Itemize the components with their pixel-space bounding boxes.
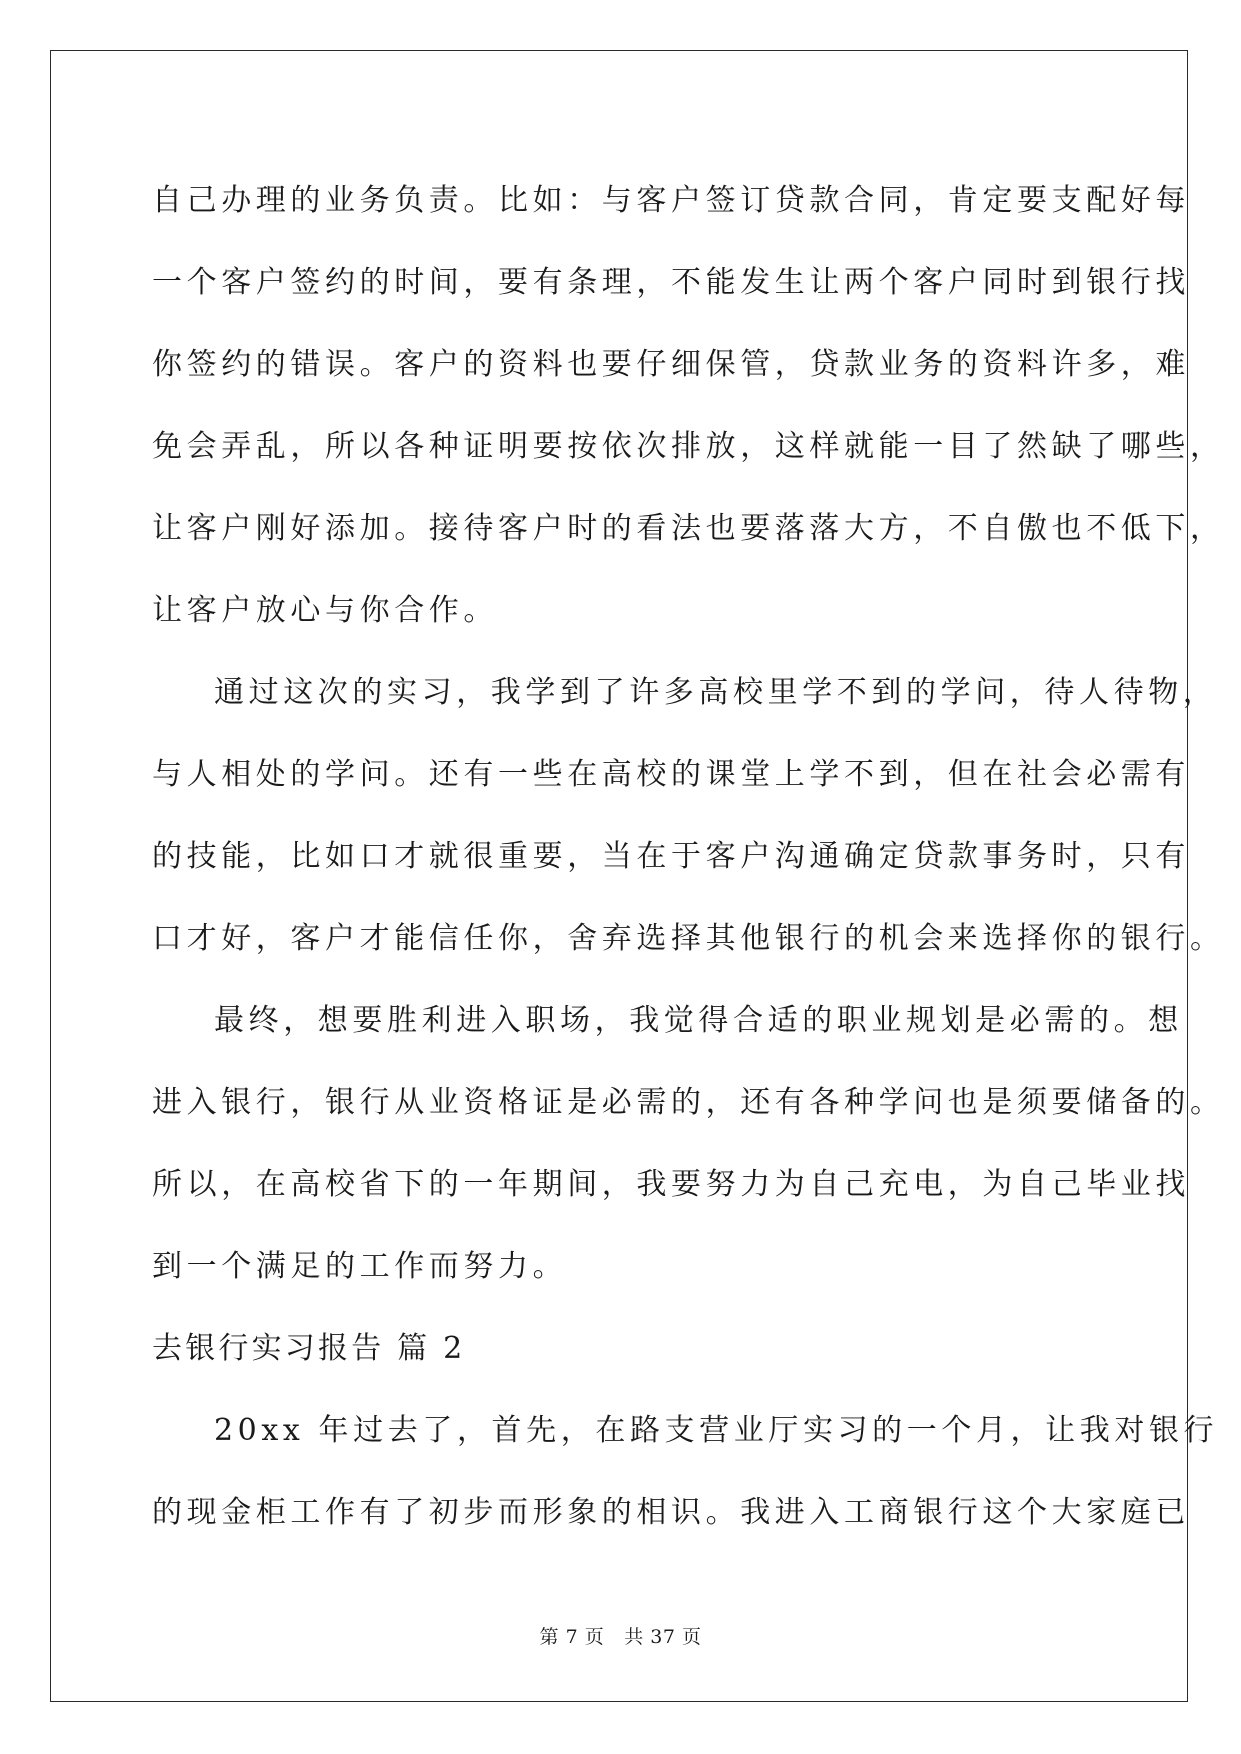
text-line: 与人相处的学问。还有一些在高校的课堂上学不到，但在社会必需有 bbox=[152, 757, 1190, 792]
page-total: 共 37 页 bbox=[624, 1626, 702, 1648]
section-heading: 去银行实习报告 篇 2 bbox=[152, 1331, 466, 1366]
paragraph-first-line: 最终，想要胜利进入职场，我觉得合适的职业规划是必需的。想 bbox=[214, 1003, 1183, 1038]
text-line: 一个客户签约的时间，要有条理，不能发生让两个客户同时到银行找 bbox=[152, 265, 1190, 300]
text-line: 你签约的错误。客户的资料也要仔细保管，贷款业务的资料许多，难 bbox=[152, 347, 1190, 382]
text-line: 让客户放心与你合作。 bbox=[152, 593, 498, 628]
page-number: 第 7 页 bbox=[539, 1626, 605, 1648]
text-line: 的现金柜工作有了初步而形象的相识。我进入工商银行这个大家庭已 bbox=[152, 1495, 1190, 1530]
text-line: 自己办理的业务负责。比如：与客户签订贷款合同，肯定要支配好每 bbox=[152, 183, 1190, 218]
text-line: 免会弄乱，所以各种证明要按依次排放，这样就能一目了然缺了哪些， bbox=[152, 429, 1225, 464]
text-line: 到一个满足的工作而努力。 bbox=[152, 1249, 568, 1284]
page-footer bbox=[0, 1622, 1241, 1649]
text-line: 的技能，比如口才就很重要，当在于客户沟通确定贷款事务时，只有 bbox=[152, 839, 1190, 874]
document-body bbox=[152, 160, 1225, 1554]
text-line: 所以，在高校省下的一年期间，我要努力为自己充电，为自己毕业找 bbox=[152, 1167, 1190, 1202]
text-line: 让客户刚好添加。接待客户时的看法也要落落大方，不自傲也不低下， bbox=[152, 511, 1225, 546]
text-line: 口才好，客户才能信任你，舍弃选择其他银行的机会来选择你的银行。 bbox=[152, 921, 1225, 956]
text-line: 进入银行，银行从业资格证是必需的，还有各种学问也是须要储备的。 bbox=[152, 1085, 1225, 1120]
paragraph-first-line: 通过这次的实习，我学到了许多高校里学不到的学问，待人待物， bbox=[214, 675, 1218, 710]
paragraph-first-line: 20xx 年过去了，首先，在路支营业厅实习的一个月，让我对银行 bbox=[214, 1413, 1219, 1448]
